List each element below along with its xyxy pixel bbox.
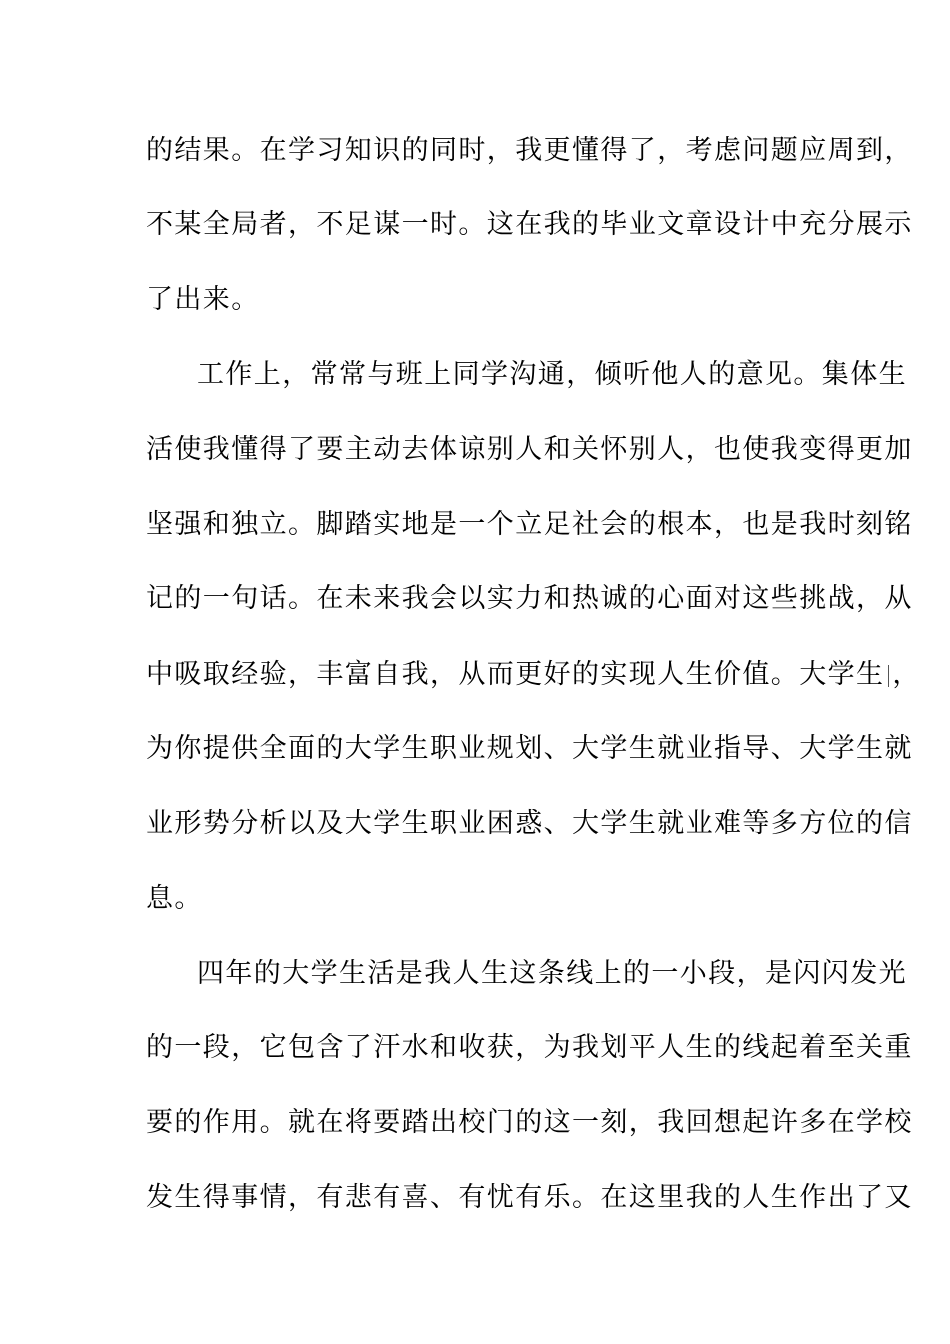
- text-line: 不某全局者，不足谋一时。这在我的毕业文章设计中充分展示: [146, 209, 913, 240]
- text-line: 坚强和独立。脚踏实地是一个立足社会的根本，也是我时刻铭: [146, 509, 913, 540]
- text-line: 工作上，常常与班上同学沟通，倾听他人的意见。集体生: [197, 359, 907, 390]
- text-cursor-mark: [888, 665, 889, 687]
- text-line: 业形势分析以及大学生职业困惑、大学生就业难等多方位的信: [146, 808, 913, 839]
- text-line: 的结果。在学习知识的同时，我更懂得了，考虑问题应周到，: [146, 135, 913, 166]
- text-line: 要的作用。就在将要踏出校门的这一刻，我回想起许多在学校: [146, 1107, 913, 1138]
- text-line: 记的一句话。在未来我会以实力和热诚的心面对这些挑战，从: [146, 583, 913, 614]
- text-segment: ，: [892, 659, 921, 690]
- text-line: 活使我懂得了要主动去体谅别人和关怀别人，也使我变得更加: [146, 434, 913, 465]
- text-line: 的一段，它包含了汗水和收获，为我划平人生的线起着至关重: [146, 1032, 913, 1063]
- text-line: 息。: [146, 883, 203, 914]
- text-line: 为你提供全面的大学生职业规划、大学生就业指导、大学生就: [146, 733, 913, 764]
- text-line: [146, 658, 921, 692]
- text-line: 了出来。: [146, 284, 260, 315]
- text-segment: 中吸取经验，丰富自我，从而更好的实现人生价值。大学生: [146, 659, 885, 690]
- text-line: 发生得事情，有悲有喜、有忧有乐。在这里我的人生作出了又: [146, 1182, 913, 1213]
- text-line: 四年的大学生活是我人生这条线上的一小段，是闪闪发光: [197, 958, 907, 989]
